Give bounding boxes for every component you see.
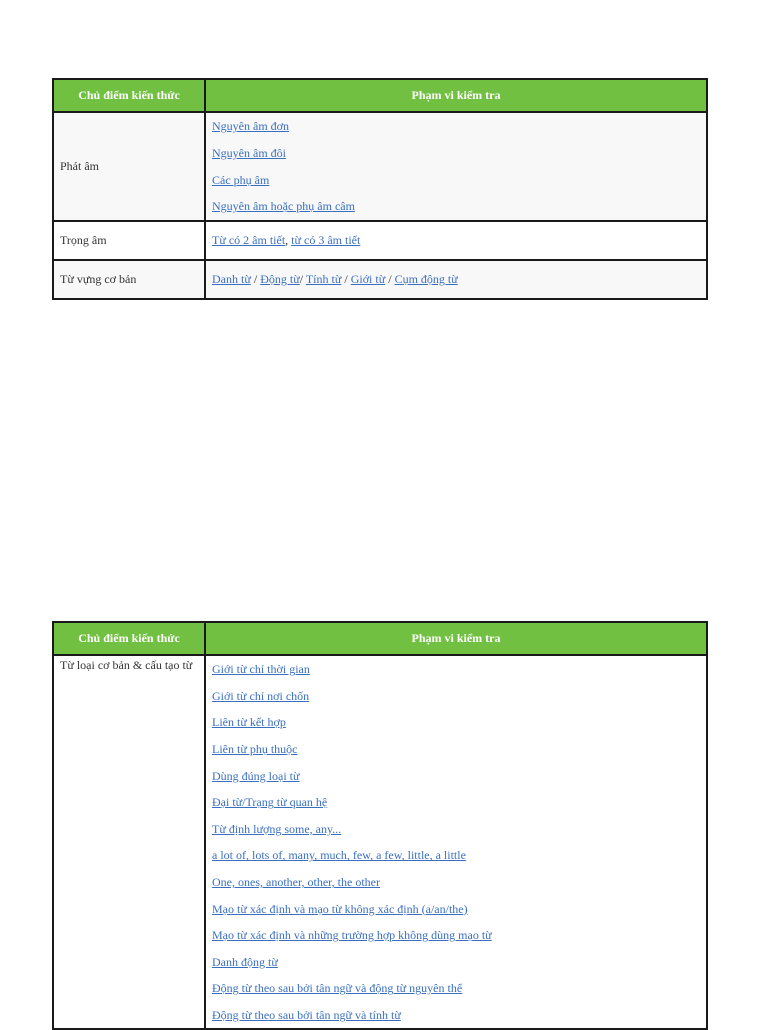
link-item[interactable]: Liên từ kết hợp xyxy=(212,715,286,730)
separator: , xyxy=(285,233,292,248)
topic-cell: Phát âm xyxy=(53,112,205,221)
link-nguyen-am-doi[interactable]: Nguyên âm đôi xyxy=(212,146,286,161)
link-tinh-tu[interactable]: Tính từ xyxy=(305,272,342,287)
scope-cell xyxy=(205,221,707,260)
link-nguyen-am-cam[interactable]: Nguyên âm hoặc phụ âm câm xyxy=(212,199,355,214)
table-row xyxy=(53,112,707,221)
topic-cell: Từ loại cơ bản & cấu tạo từ xyxy=(53,655,205,1029)
link-item[interactable]: Động từ theo sau bởi tân ngữ và tính từ xyxy=(212,1008,401,1023)
separator: / xyxy=(341,272,351,287)
link-item[interactable]: Dùng đúng loại từ xyxy=(212,768,300,783)
separator: / xyxy=(250,272,261,287)
table-row xyxy=(53,221,707,260)
link-item[interactable]: One, ones, another, other, the other xyxy=(212,875,380,890)
scope-cell xyxy=(205,112,707,221)
table-header-row xyxy=(53,622,707,655)
header-scope: Phạm vi kiểm tra xyxy=(205,79,707,112)
link-tu-3-am-tiet[interactable]: từ có 3 âm tiết xyxy=(291,233,361,248)
header-topic: Chủ điểm kiến thức xyxy=(53,622,205,655)
scope-cell xyxy=(205,260,707,299)
link-item[interactable]: Từ định lượng some, any... xyxy=(212,821,342,836)
topic-cell: Trọng âm xyxy=(53,221,205,260)
header-scope: Phạm vi kiểm tra xyxy=(205,622,707,655)
link-dong-tu[interactable]: Động từ xyxy=(260,272,300,287)
knowledge-table-2 xyxy=(52,621,708,1030)
link-item[interactable]: Giới từ chỉ thời gian xyxy=(212,662,310,677)
separator: / xyxy=(385,272,395,287)
link-item[interactable]: Danh động từ xyxy=(212,954,278,969)
topic-cell: Từ vựng cơ bản xyxy=(53,260,205,299)
link-item[interactable]: Động từ theo sau bởi tân ngữ và động từ nguyên thể xyxy=(212,981,463,996)
link-tu-2-am-tiet[interactable]: Từ có 2 âm tiết xyxy=(212,233,286,248)
table-row xyxy=(53,260,707,299)
link-gioi-tu[interactable]: Giới từ xyxy=(350,272,386,287)
link-cac-phu-am[interactable]: Các phụ âm xyxy=(212,172,270,187)
scope-cell xyxy=(205,655,707,1029)
link-danh-tu[interactable]: Danh từ xyxy=(212,272,251,287)
header-topic: Chủ điểm kiến thức xyxy=(53,79,205,112)
knowledge-table-1 xyxy=(52,78,708,300)
link-item[interactable]: Liên từ phụ thuộc xyxy=(212,742,298,757)
link-item[interactable]: a lot of, lots of, many, much, few, a few, little, a little xyxy=(212,848,466,863)
separator: / xyxy=(299,272,306,287)
link-cum-dong-tu[interactable]: Cụm động từ xyxy=(394,272,458,287)
table-row xyxy=(53,655,707,1029)
link-item[interactable]: Mạo từ xác định và những trường hợp không dùng mạo từ xyxy=(212,928,492,943)
link-item[interactable]: Mạo từ xác định và mạo từ không xác định (a/an/the) xyxy=(212,901,468,916)
table-header-row xyxy=(53,79,707,112)
link-item[interactable]: Đại từ/Trạng từ quan hệ xyxy=(212,795,328,810)
link-nguyen-am-don[interactable]: Nguyên âm đơn xyxy=(212,119,289,134)
link-item[interactable]: Giới từ chỉ nơi chốn xyxy=(212,688,310,703)
